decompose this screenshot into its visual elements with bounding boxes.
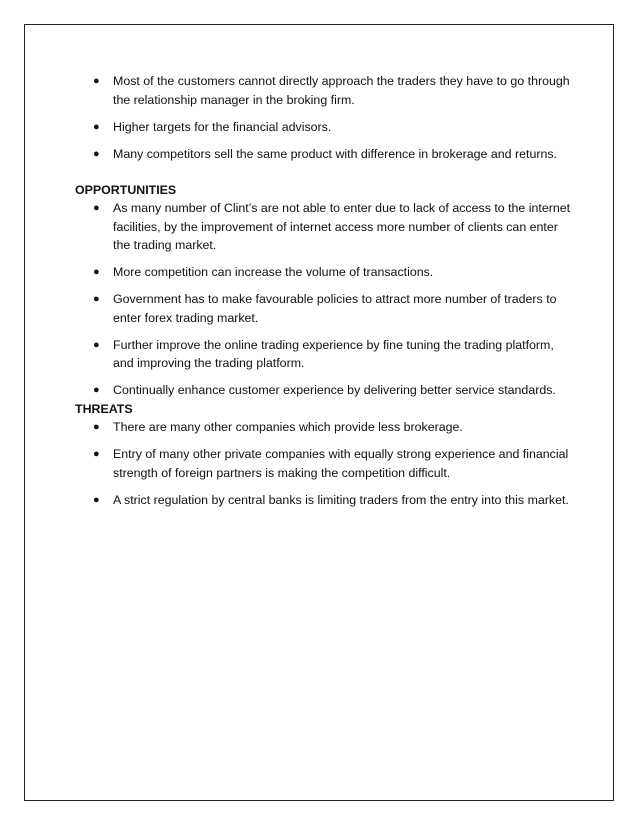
bullet-icon: ●: [93, 75, 100, 87]
bullet-icon: ●: [93, 202, 100, 214]
list-item: ● As many number of Clint’s are not able to enter due to lack of access to the internet facilities, by the improvement of internet access more number of clients can enter the trading market.: [93, 201, 571, 252]
list-item: ● Further improve the online trading experience by fine tuning the trading platform, and improving the trading platform.: [93, 337, 554, 370]
threats-list: [75, 418, 575, 509]
list-item: ● More competition can increase the volume of transactions.: [75, 263, 575, 282]
bullet-icon: ●: [93, 293, 100, 305]
opportunities-list: [75, 199, 575, 400]
list-item: ● Higher targets for the financial advisors.: [75, 118, 575, 137]
list-item: ● Many competitors sell the same product with difference in brokerage and returns.: [75, 145, 575, 164]
list-item: ● Most of the customers cannot directly approach the traders they have to go through the relationship manager in the broking firm.: [93, 74, 570, 107]
list-item: ● Government has to make favourable policies to attract more number of traders to enter forex trading market.: [93, 292, 557, 325]
bullet-icon: ●: [93, 120, 100, 133]
bullet-icon: ●: [93, 493, 100, 506]
threats-heading: THREATS: [75, 401, 133, 416]
opportunities-heading: OPPORTUNITIES: [75, 182, 177, 197]
bullet-icon: ●: [93, 338, 100, 351]
list-item: ● A strict regulation by central banks is limiting traders from the entry into this market.: [75, 491, 575, 510]
continued-bullet-list: [75, 72, 575, 163]
bullet-icon: ●: [93, 384, 100, 396]
list-item: ● Entry of many other private companies with equally strong experience and financial strength of foreign partners is making the competition difficult.: [93, 447, 569, 480]
list-item: ● Continually enhance customer experience by delivering better service standards.: [75, 381, 575, 400]
document-body: [75, 72, 575, 518]
bullet-icon: ●: [93, 147, 100, 160]
bullet-icon: ●: [93, 448, 100, 460]
bullet-icon: ●: [93, 266, 100, 278]
list-item: ● There are many other companies which provide less brokerage.: [75, 418, 575, 437]
bullet-icon: ●: [93, 421, 100, 433]
